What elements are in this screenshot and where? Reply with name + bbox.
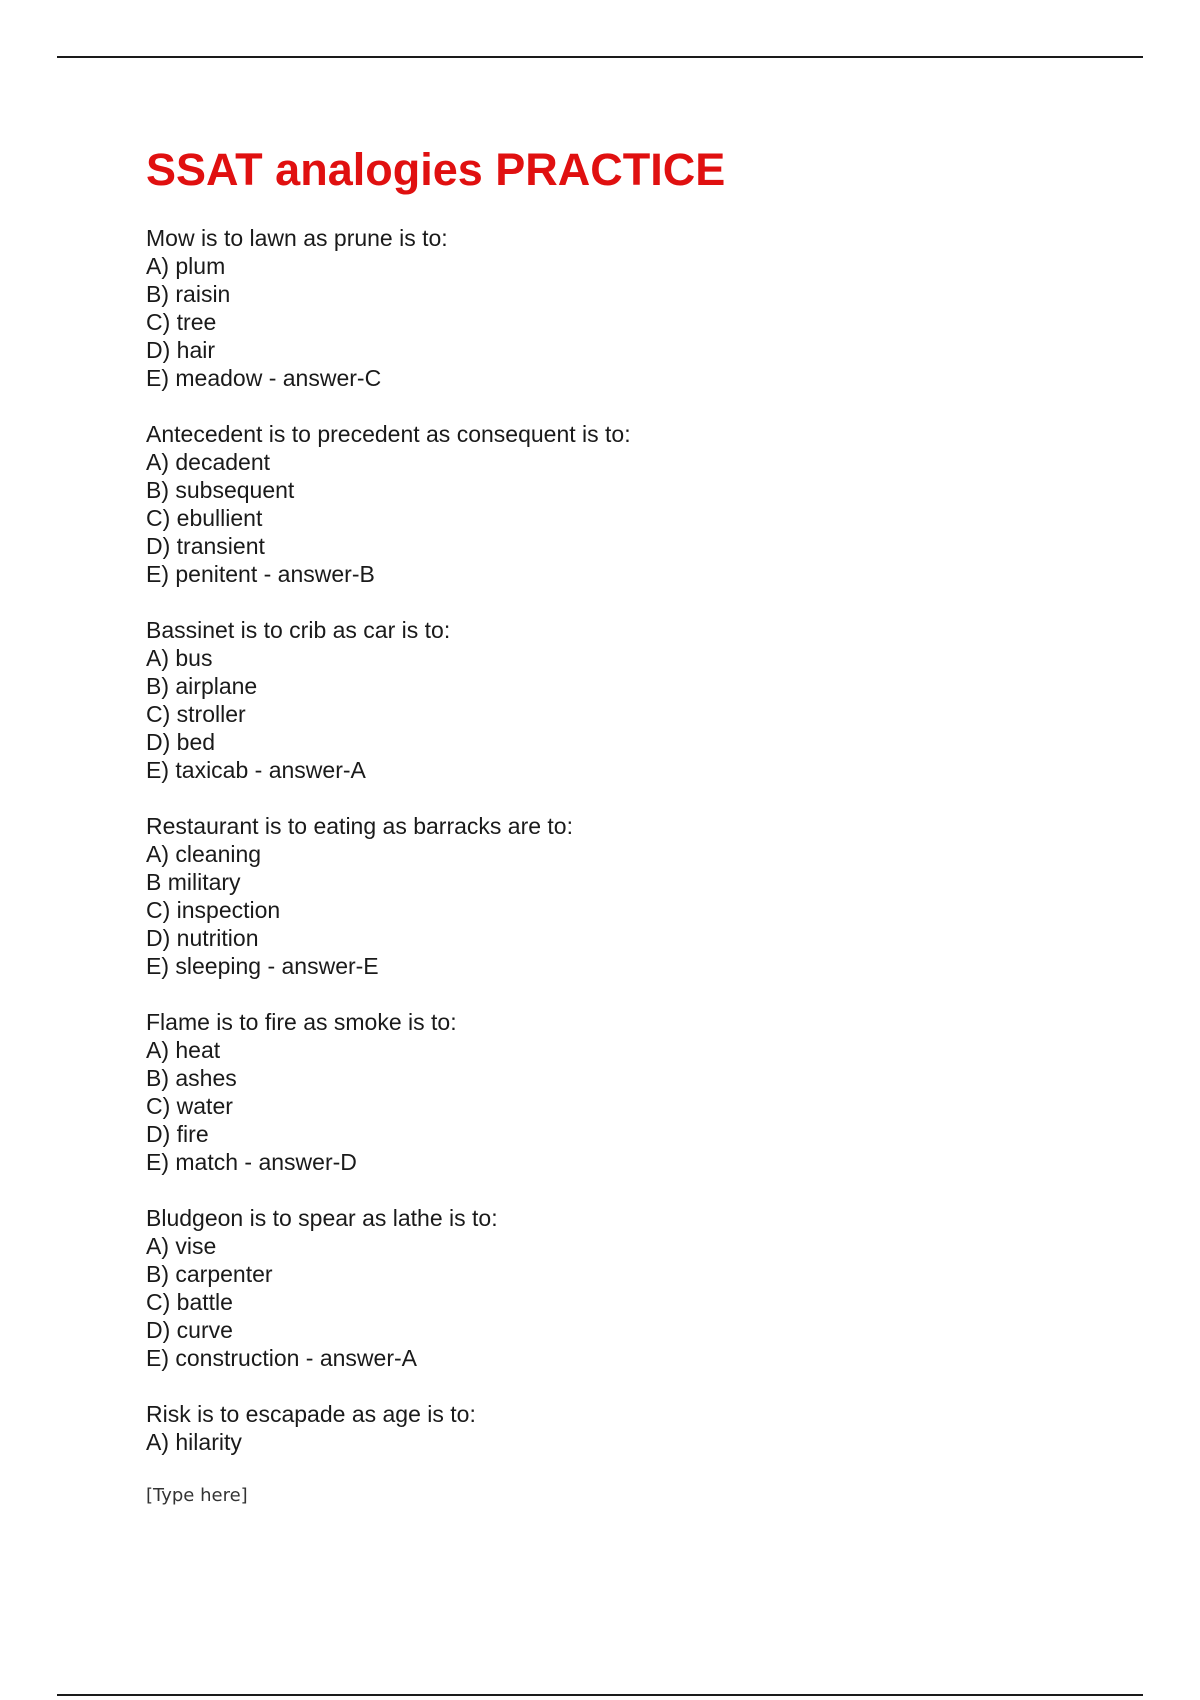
answer-option: A) vise: [146, 1233, 217, 1259]
answer-option: B) raisin: [146, 281, 231, 307]
answer-option: A) decadent: [146, 449, 271, 475]
answer-option: B) carpenter: [146, 1261, 273, 1287]
answer-option: A) heat: [146, 1037, 221, 1063]
question-prompt: Risk is to escapade as age is to:: [146, 1401, 476, 1427]
question-block: [146, 420, 1106, 588]
answer-option: D) hair: [146, 337, 216, 363]
answer-option: B) airplane: [146, 673, 258, 699]
answer-option: E) taxicab - answer-A: [146, 757, 366, 783]
answer-option: D) curve: [146, 1317, 233, 1343]
question-block: [146, 224, 1106, 392]
answer-option: E) construction - answer-A: [146, 1345, 417, 1371]
answer-option: C) ebullient: [146, 505, 263, 531]
answer-option: D) transient: [146, 533, 265, 559]
question-list: [146, 224, 1106, 1456]
footer-rule: [57, 1694, 1143, 1696]
page-content: [146, 140, 1106, 1508]
question-prompt: Restaurant is to eating as barracks are to:: [146, 813, 573, 839]
answer-option: B) ashes: [146, 1065, 237, 1091]
answer-option: C) inspection: [146, 897, 281, 923]
answer-option: E) match - answer-D: [146, 1149, 357, 1175]
answer-option: C) stroller: [146, 701, 246, 727]
header-rule: [57, 56, 1143, 58]
question-block: [146, 1400, 1106, 1456]
answer-option: C) battle: [146, 1289, 233, 1315]
answer-option: A) bus: [146, 645, 213, 671]
answer-option: A) cleaning: [146, 841, 262, 867]
question-prompt: Antecedent is to precedent as consequent is to:: [146, 421, 631, 447]
answer-option: D) fire: [146, 1121, 209, 1147]
answer-option: A) hilarity: [146, 1429, 242, 1455]
document-title: SSAT analogies PRACTICE: [146, 144, 726, 195]
question-block: [146, 812, 1106, 980]
question-block: [146, 1008, 1106, 1176]
question-prompt: Bassinet is to crib as car is to:: [146, 617, 451, 643]
answer-option: C) water: [146, 1093, 233, 1119]
answer-option: E) penitent - answer-B: [146, 561, 375, 587]
answer-option: E) meadow - answer-C: [146, 365, 382, 391]
question-prompt: Bludgeon is to spear as lathe is to:: [146, 1205, 498, 1231]
question-block: [146, 616, 1106, 784]
question-block: [146, 1204, 1106, 1372]
answer-option: E) sleeping - answer-E: [146, 953, 379, 979]
type-here-placeholder: [Type here]: [146, 1485, 248, 1506]
answer-option: D) nutrition: [146, 925, 259, 951]
answer-option: A) plum: [146, 253, 226, 279]
answer-option: D) bed: [146, 729, 216, 755]
question-prompt: Mow is to lawn as prune is to:: [146, 225, 448, 251]
answer-option: C) tree: [146, 309, 217, 335]
question-prompt: Flame is to fire as smoke is to:: [146, 1009, 457, 1035]
answer-option: B military: [146, 869, 241, 895]
answer-option: B) subsequent: [146, 477, 295, 503]
